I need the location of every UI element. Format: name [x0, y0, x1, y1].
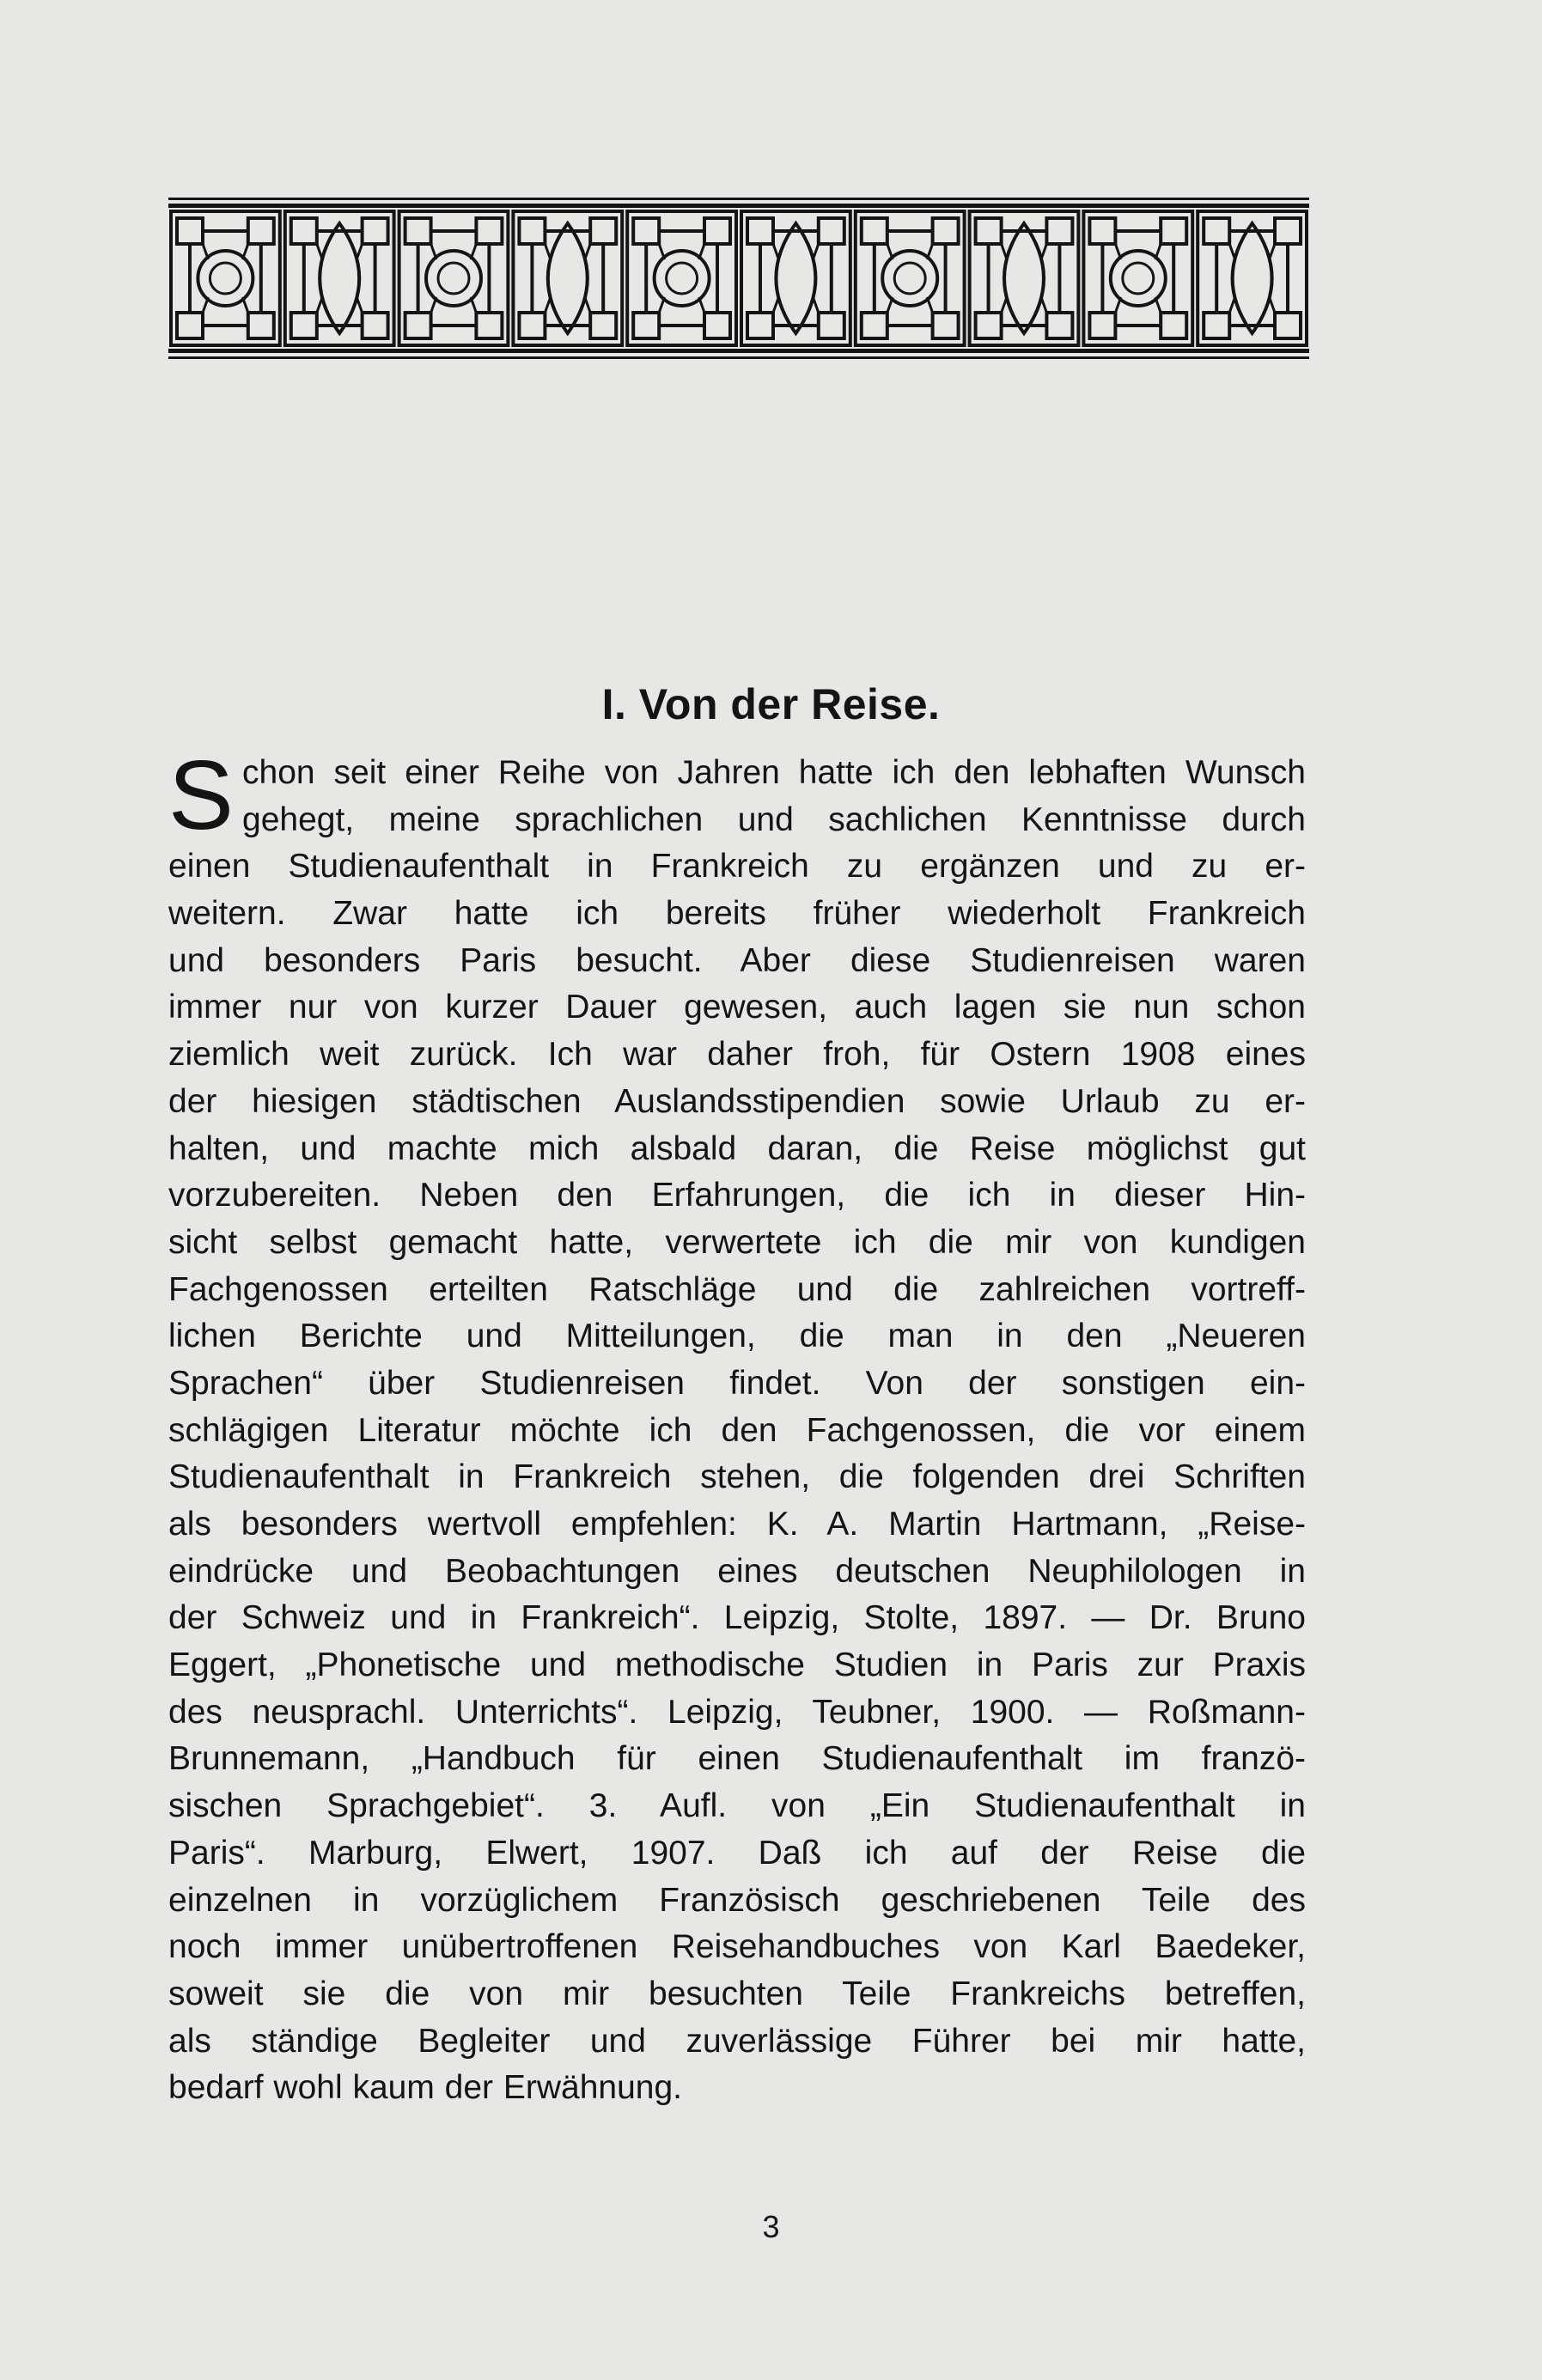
text-line: Fachgenossen erteilten Ratschläge und die zahlreichen vortreff- — [168, 1270, 1306, 1308]
text-line: sischen Sprachgebiet“. 3. Aufl. von „Ein Studienaufenthalt in — [168, 1787, 1306, 1825]
text-line: halten, und machte mich alsbald daran, die Reise möglichst gut — [168, 1129, 1306, 1167]
text-line: Eggert, „Phonetische und methodische Studien in Paris zur Praxis — [168, 1647, 1306, 1684]
text-line: lichen Berichte und Mitteilungen, die man in den „Neueren — [168, 1318, 1306, 1355]
text-line: als besonders wertvoll empfehlen: K. A. Martin Hartmann, „Reise- — [168, 1506, 1306, 1543]
chapter-title: I. Von der Reise. — [601, 680, 941, 728]
text-line: der hiesigen städtischen Auslandsstipendien sowie Urlaub zu er- — [168, 1082, 1306, 1120]
border-rule-top — [168, 204, 1309, 208]
text-line: ziemlich weit zurück. Ich war daher froh, für Ostern 1908 eines — [168, 1036, 1306, 1074]
drop-cap: S — [168, 741, 235, 850]
text-line: des neusprachl. Unterrichts“. Leipzig, Teubner, 1900. — Roßmann- — [168, 1693, 1306, 1731]
body-paragraph — [168, 741, 1306, 2112]
lattice-cell — [856, 211, 965, 345]
text-line: weitern. Zwar hatte ich bereits früher wiederholt Frankreich — [168, 895, 1306, 933]
text-line: bedarf wohl kaum der Erwähnung. — [168, 2069, 683, 2107]
text-line: Brunnemann, „Handbuch für einen Studienaufenthalt im franzö- — [168, 1740, 1306, 1778]
text-line: und besonders Paris besucht. Aber diese Studienreisen waren — [168, 941, 1306, 979]
text-line: Paris“. Marburg, Elwert, 1907. Daß ich auf der Reise die — [168, 1834, 1306, 1872]
text-line: gehegt, meine sprachlichen und sachlichen Kenntnisse durch — [242, 800, 1306, 838]
text-line: immer nur von kurzer Dauer gewesen, auch lagen sie nun schon — [168, 989, 1306, 1026]
lattice-cell — [513, 211, 622, 345]
text-line: eindrücke und Beobachtungen eines deutschen Neuphilologen in — [168, 1552, 1306, 1590]
text-line: vorzubereiten. Neben den Erfahrungen, die ich in dieser Hin- — [168, 1177, 1306, 1214]
text-line: einen Studienaufenthalt in Frankreich zu ergänzen und zu er- — [168, 848, 1306, 886]
border-rule-bottom — [168, 349, 1309, 353]
text-line: Sprachen“ über Studienreisen findet. Von der sonstigen ein- — [168, 1364, 1306, 1402]
text-line: der Schweiz und in Frankreich“. Leipzig, Stolte, 1897. — Dr. Bruno — [168, 1599, 1306, 1637]
first-line-group — [168, 741, 1306, 850]
text-line: soweit sie die von mir besuchten Teile Frankreichs betreffen, — [168, 1975, 1306, 2012]
text-line: noch immer unübertroffenen Reisehandbuches von Karl Baedeker, — [168, 1928, 1306, 1966]
lattice-cell — [970, 211, 1079, 345]
lattice-cell — [399, 211, 509, 345]
border-rule-bottom — [168, 356, 1309, 359]
decorative-border-ornament — [168, 196, 1309, 368]
lattice-cell — [1198, 211, 1307, 345]
page-number: 3 — [762, 2209, 780, 2244]
text-line: als ständige Begleiter und zuverlässige Führer bei mir hatte, — [168, 2022, 1306, 2060]
lattice-cell — [741, 211, 850, 345]
text-line: einzelnen in vorzüglichem Französisch geschriebenen Teile des — [168, 1881, 1306, 1919]
lattice-cell — [285, 211, 394, 345]
text-line: schlägigen Literatur möchte ich den Fachgenossen, die vor einem — [168, 1411, 1306, 1449]
lattice-cell — [171, 211, 280, 345]
text-line: sicht selbst gemacht hatte, verwertete ich die mir von kundigen — [168, 1223, 1306, 1261]
border-rule-top — [168, 198, 1309, 200]
text-line: chon seit einer Reihe von Jahren hatte ich den lebhaften Wunsch — [242, 754, 1306, 791]
text-line: Studienaufenthalt in Frankreich stehen, die folgenden drei Schriften — [168, 1458, 1306, 1496]
lattice-cell — [627, 211, 736, 345]
lattice-cell — [1083, 211, 1192, 345]
